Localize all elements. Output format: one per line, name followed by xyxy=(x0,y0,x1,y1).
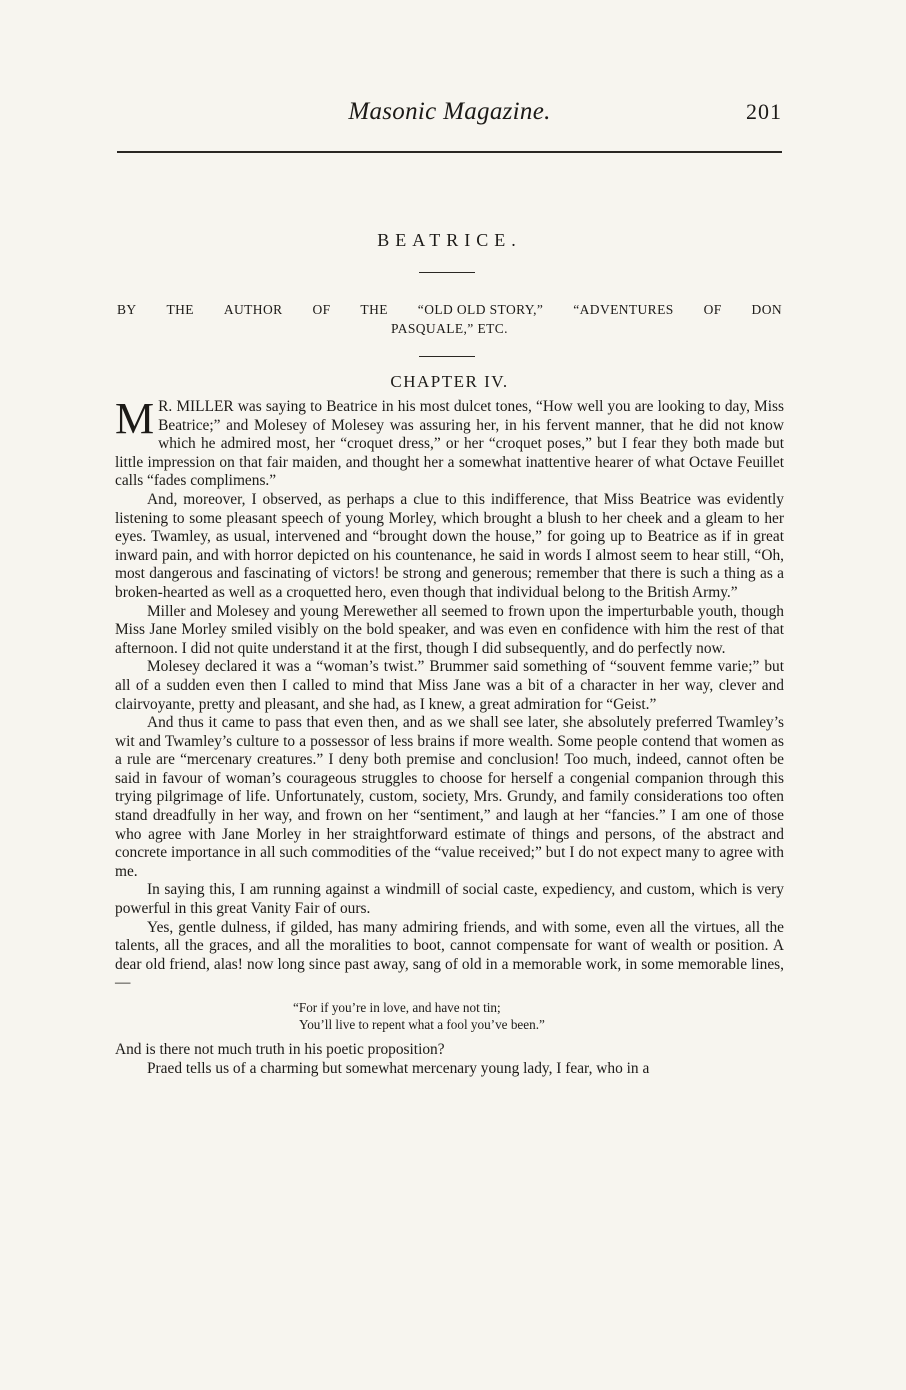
header-rule xyxy=(117,151,782,153)
verse-quote xyxy=(293,999,784,1033)
paragraph: And, moreover, I observed, as perhaps a clue to this indifference, that Miss Beatrice was evidently listening to some pleasant speech of young Morley, which brought a blush to her cheek and a gleam to her eyes. Twamley, as usual, intervened and “brought down the house,” for going up to Beatrice as if in great inward pain, and with horror depicted on his countenance, he said in words I almost seem to hear still, “Oh, most dangerous and fascinating of victors! be strong and generous; remember that there is such a thing as a broken-hearted as well as a croquetted hero, even though that individual belong to the British Army.” xyxy=(115,490,784,601)
paragraph: In saying this, I am running against a windmill of social caste, expediency, and custom, which is very powerful in this great Vanity Fair of ours. xyxy=(115,881,784,918)
byline-word: THE xyxy=(360,302,388,317)
byline-word: OF xyxy=(312,302,331,317)
byline-word: “ADVENTURES xyxy=(573,302,674,317)
paragraph: Praed tells us of a charming but somewhat mercenary young lady, I fear, who in a xyxy=(147,1059,650,1077)
title-rule xyxy=(419,272,475,273)
byline-line-2: PASQUALE,” ETC. xyxy=(391,321,508,336)
byline-word: THE xyxy=(166,302,194,317)
chapter-heading: CHAPTER IV. xyxy=(390,372,509,391)
paragraph: Molesey declared it was a “woman’s twist.” Brummer said something of “souvent femme varie;” but all of a sudden even then I called to mind that Miss Jane was a bit of a character in her way, clever and clairvoyante, pretty and pleasant, and she had, as I knew, a great admiration for “Geist.” xyxy=(115,658,784,713)
byline-rule xyxy=(419,356,475,357)
running-header xyxy=(117,98,782,134)
verse-line: You’ll live to repent what a fool you’ve been.” xyxy=(299,1017,545,1032)
drop-cap: M xyxy=(115,394,155,443)
byline xyxy=(117,300,782,338)
byline-line-1 xyxy=(117,300,782,319)
article-body xyxy=(115,394,784,1078)
verse-line: “For if you’re in love, and have not tin; xyxy=(293,1000,501,1015)
paragraph: And thus it came to pass that even then, and as we shall see later, she absolutely preferred Twamley’s wit and Twamley’s culture to a possessor of less brains if more wealth. Some people contend that women as a rule are “mercenary creatures.” I deny both premise and conclusion! Too much, indeed, cannot often be said in favour of woman’s courageous struggles to choose for herself a congenial companion through this trying pilgrimage of life. Unfortunately, custom, society, Mrs. Grundy, and family considerations too often stand dreadfully in her way, and frown on her “sentiment,” and laugh at her “fancies.” I am one of those who agree with Jane Morley in her straightforward estimate of things and persons, of the abstract and concrete importance in all such commodities of the “value received;” but I do not expect many to agree with me. xyxy=(115,714,784,880)
page-number: 201 xyxy=(746,99,782,124)
byline-word: OF xyxy=(703,302,722,317)
magazine-title: Masonic Magazine. xyxy=(348,98,551,125)
story-title: BEATRICE. xyxy=(377,230,522,250)
paragraph: And is there not much truth in his poetic proposition? xyxy=(115,1041,445,1058)
byline-word: DON xyxy=(751,302,782,317)
byline-word: “OLD OLD STORY,” xyxy=(417,302,544,317)
paragraph: Yes, gentle dulness, if gilded, has many admiring friends, and with some, even all the virtues, all the talents, all the graces, and all the moralities to boot, cannot compensate for want of wealth or position. A dear old friend, alas! now long since past away, sang of old in a memorable work, in some memorable lines,— xyxy=(115,918,784,992)
byline-word: AUTHOR xyxy=(223,302,283,317)
paragraph: Miller and Molesey and young Merewether all seemed to frown upon the imperturbable youth, though Miss Jane Morley smiled visibly on the bold speaker, and was even en confidence with him the rest of that afternoon. I did not quite understand it at the first, though I did subsequently, and do perfectly now. xyxy=(115,602,784,657)
paragraph: M R. MILLER was saying to Beatrice in his most dulcet tones, “How well you are looking to day, Miss Beatrice;” and Molesey of Molesey was assuring her, in his fervent manner, that he did not know which he admired most, her “croquet dress,” or her “croquet poses,” but I fear they both made but little impression on that fair maiden, and thought her a somewhat inattentive hearer of what Octave Feuillet calls “fades complimens.” xyxy=(115,394,784,490)
byline-word: BY xyxy=(117,302,137,317)
